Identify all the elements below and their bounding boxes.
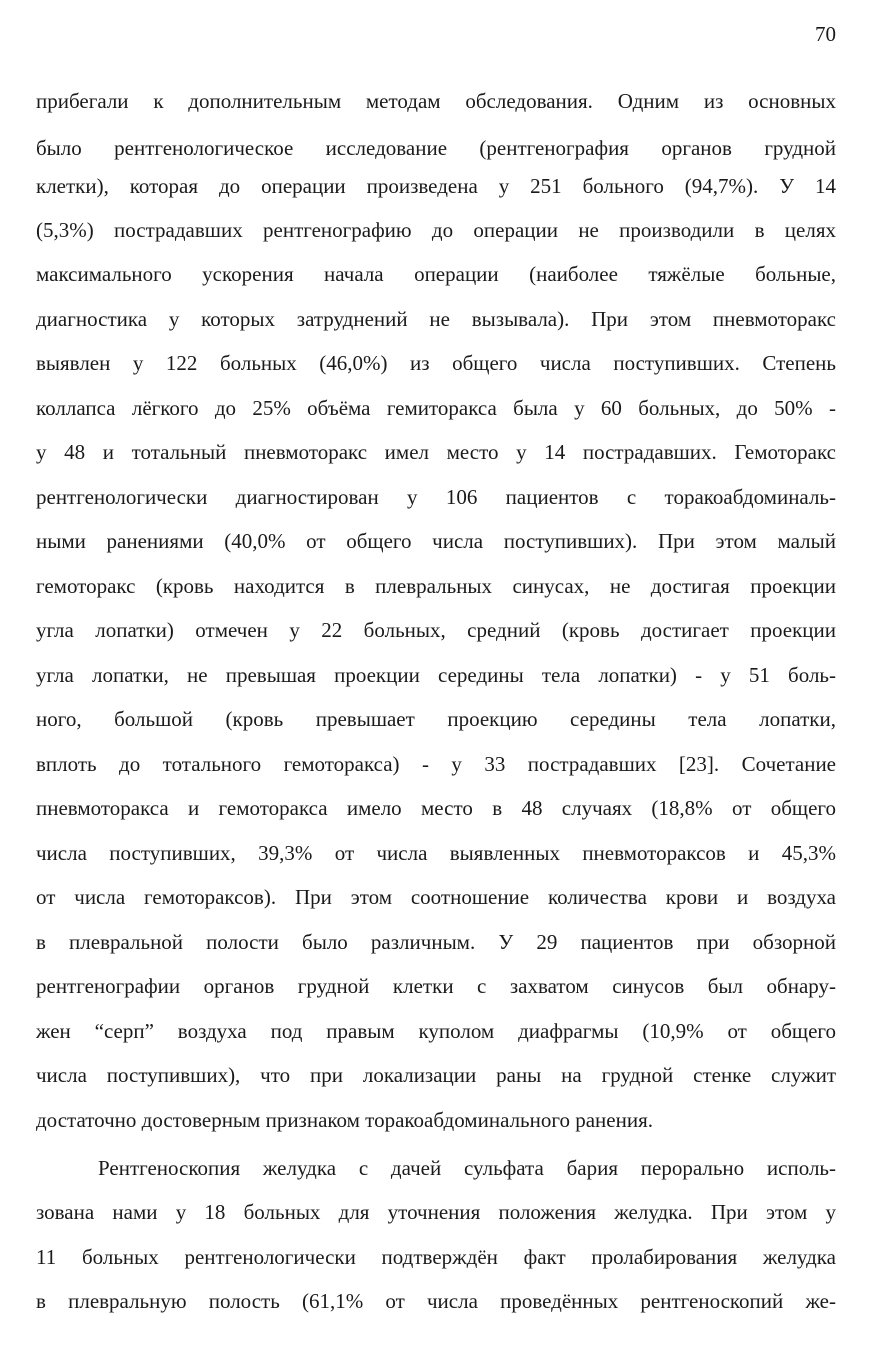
- text-line: вплоть до тотального гемоторакса) - у 33 пострадавших [23]. Сочетание: [36, 752, 836, 776]
- text-line: рентгенографии органов грудной клетки с захватом синусов был обнару-: [36, 974, 836, 998]
- text-line: у 48 и тотальный пневмоторакс имел место у 14 пострадавших. Гемоторакс: [36, 440, 836, 464]
- text-line: выявлен у 122 больных (46,0%) из общего числа поступивших. Степень: [36, 351, 836, 375]
- text-line: диагностика у которых затруднений не вызывала). При этом пневмоторакс: [36, 307, 836, 331]
- text-line: клетки), которая до операции произведена у 251 больного (94,7%). У 14: [36, 174, 836, 198]
- text-line: максимального ускорения начала операции (наиболее тяжёлые больные,: [36, 262, 836, 286]
- text-line: числа поступивших, 39,3% от числа выявленных пневмотораксов и 45,3%: [36, 841, 836, 865]
- text-line: зована нами у 18 больных для уточнения положения желудка. При этом у: [36, 1200, 836, 1224]
- paragraph-first-line: Рентгеноскопия желудка с дачей сульфата бария перорально исполь-: [98, 1156, 836, 1180]
- text-line: ными ранениями (40,0% от общего числа поступивших). При этом малый: [36, 529, 836, 553]
- text-line: числа поступивших), что при локализации раны на грудной стенке служит: [36, 1063, 836, 1087]
- text-line: коллапса лёгкого до 25% объёма гемиторакса была у 60 больных, до 50% -: [36, 396, 836, 420]
- text-line: угла лопатки) отмечен у 22 больных, средний (кровь достигает проекции: [36, 618, 836, 642]
- text-line: рентгенологически диагностирован у 106 пациентов с торакоабдоминаль-: [36, 485, 836, 509]
- text-line: от числа гемотораксов). При этом соотношение количества крови и воздуха: [36, 885, 836, 909]
- text-line: было рентгенологическое исследование (рентгенография органов грудной: [36, 136, 836, 160]
- text-line: жен “серп” воздуха под правым куполом диафрагмы (10,9% от общего: [36, 1019, 836, 1043]
- text-line: 11 больных рентгенологически подтверждён факт пролабирования желудка: [36, 1245, 836, 1269]
- text-line: прибегали к дополнительным методам обследования. Одним из основных: [36, 89, 836, 113]
- text-line: в плевральную полость (61,1% от числа проведённых рентгеноскопий же-: [36, 1289, 836, 1313]
- text-line: ного, большой (кровь превышает проекцию середины тела лопатки,: [36, 707, 836, 731]
- text-line: (5,3%) пострадавших рентгенографию до операции не производили в целях: [36, 218, 836, 242]
- text-line: в плевральной полости было различным. У 29 пациентов при обзорной: [36, 930, 836, 954]
- text-line-last: достаточно достоверным признаком торакоабдоминального ранения.: [36, 1108, 653, 1132]
- page-number: 70: [815, 22, 836, 46]
- text-line: угла лопатки, не превышая проекции середины тела лопатки) - у 51 боль-: [36, 663, 836, 687]
- text-line: пневмоторакса и гемоторакса имело место в 48 случаях (18,8% от общего: [36, 796, 836, 820]
- text-line: гемоторакс (кровь находится в плевральных синусах, не достигая проекции: [36, 574, 836, 598]
